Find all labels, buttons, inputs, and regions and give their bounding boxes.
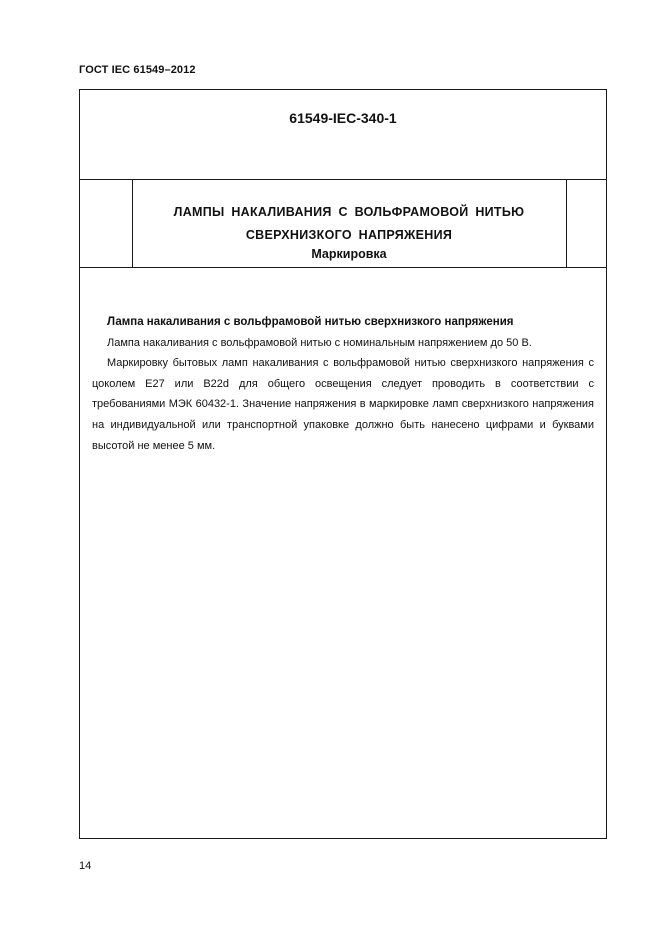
sheet-frame bbox=[79, 89, 607, 839]
requirement-paragraph: Маркировку бытовых ламп накаливания с вольфрамовой нитью сверхнизкого напряжения с цоколем E27 или B22d для общего освещения следует проводить в соответствии с требованиями МЭК 60432-1. Значение напряжения в маркировке ламп сверхнизкого напряжения на индивидуальной или транспортной упаковке должно быть нанесено цифрами и буквами высотой не менее 5 мм. bbox=[92, 357, 594, 452]
sheet-title bbox=[132, 201, 566, 247]
title-band-right-divider bbox=[566, 180, 567, 267]
sheet-subtitle: Маркировка bbox=[311, 247, 387, 261]
sheet-code: 61549-IEC-340-1 bbox=[289, 110, 397, 126]
page-number: 14 bbox=[79, 860, 92, 872]
standard-header: ГОСТ IEC 61549–2012 bbox=[79, 64, 196, 76]
sheet-title-line-2: СВЕРХНИЗКОГО НАПРЯЖЕНИЯ bbox=[245, 228, 453, 242]
sheet-title-line-1: ЛАМПЫ НАКАЛИВАНИЯ С ВОЛЬФРАМОВОЙ НИТЬЮ bbox=[173, 205, 525, 219]
title-band bbox=[80, 179, 606, 268]
sheet-body bbox=[92, 312, 594, 456]
section-heading: Лампа накаливания с вольфрамовой нитью сверхнизкого напряжения bbox=[107, 316, 514, 328]
definition-paragraph: Лампа накаливания с вольфрамовой нитью с номинальным напряжением до 50 В. bbox=[107, 336, 532, 349]
